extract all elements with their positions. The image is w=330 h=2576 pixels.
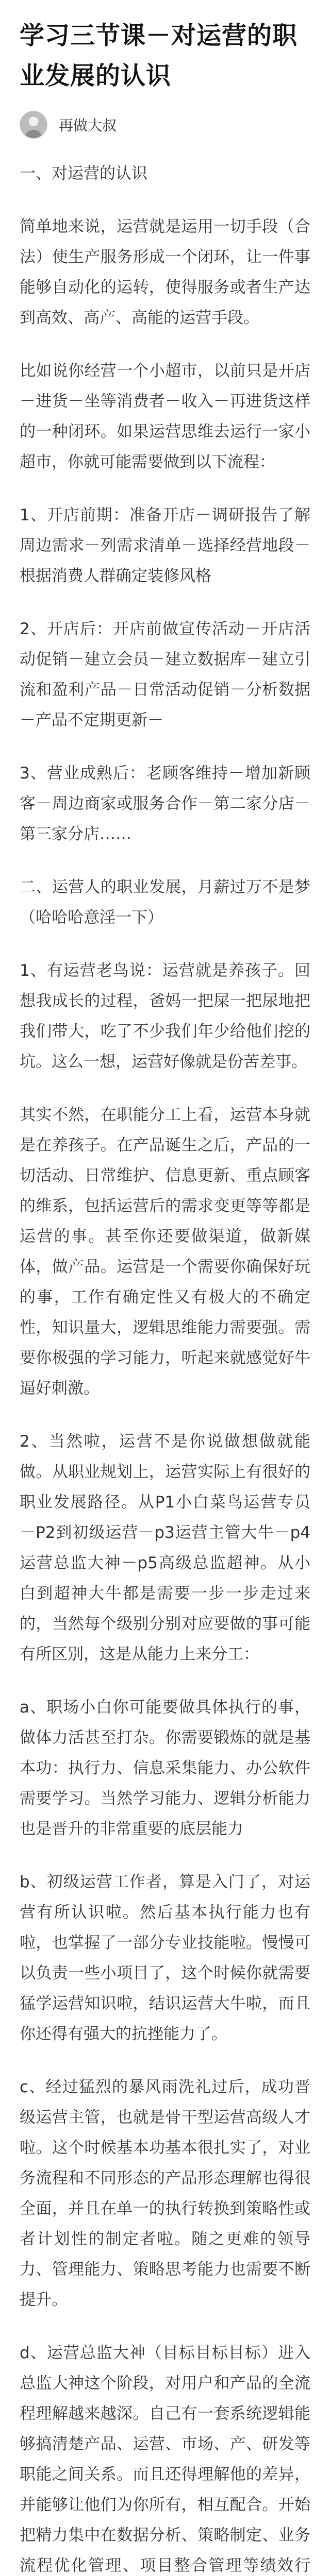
paragraph-career-1: 1、有运营老鸟说：运营就是养孩子。回想我成长的过程，爸妈一把屎一把尿地把我们带大，吃了不少我们年少给他们挖的坑。这么一想，运营好像就是份苦差事。 bbox=[20, 961, 310, 1071]
paragraph-step-3: 3、营业成熟后：老顾客维持－增加新顾客－周边商家或服务合作－第二家分店－第三家分店…… bbox=[20, 764, 310, 843]
paragraph-step-2: 2、开店后：开店前做宣传活动－开店活动促销－建立会员－建立数据库－建立引流和盈利产品－日常活动促销－分析数据－产品不定期更新－ bbox=[20, 620, 310, 730]
section-heading-career: 二、运营人的职业发展，月薪过万不是梦（哈哈哈意淫一下） bbox=[20, 878, 310, 927]
paragraph-step-1: 1、开店前期：准备开店－调研报告了解周边需求－列需求清单－选择经营地段－根据消费人群确定装修风格 bbox=[20, 506, 310, 585]
article-body bbox=[20, 159, 310, 2576]
author-name[interactable]: 再做大叔 bbox=[59, 117, 117, 134]
paragraph-level-d: d、运营总监大神（目标目标目标）进入总监大神这个阶段，对用户和产品的全流程理解越来越深。自己有一套系统逻辑能够搞清楚产品、运营、市场、产、研发等职能之间关系。而且还得理解他的差异，并能够让他们为你所有，相互配合。开始把精力集中在数据分析、策略制定、业务流程优化管理、项目整合管理等绩效行 bbox=[20, 2344, 310, 2575]
paragraph-level-b: b、初级运营工作者，算是入门了，对运营有所认识啦。然后基本执行能力也有啦，也掌握了一部分专业技能啦。慢慢可以负责一些小项目了，这个时候你就需要猛学运营知识啦，结识运营大牛啦，而且你还得有强大的抗挫能力了。 bbox=[20, 1873, 310, 2043]
paragraph-definition: 简单地来说，运营就是运用一切手段（合法）使生产服务形成一个闭环，让一件事能够自动化的运转，使得服务或者生产达到高效、高产、高能的运营手段。 bbox=[20, 217, 310, 327]
paragraph-level-c: c、经过猛烈的暴风雨洗礼过后，成功晋级运营主管，也就是骨干型运营高级人才啦。这个时候基本功基本很扎实了，对业务流程和不同形态的产品形态理解也得很全面，并且在单一的执行转换到策略性或者计划性的制定者啦。随之更难的领导力、管理能力、策略思考能力也需要不断提升。 bbox=[20, 2078, 310, 2309]
paragraph-career-duties: 其实不然，在职能分工上看，运营本身就是在养孩子。在产品诞生之后，产品的一切活动、日常维护、信息更新、重点顾客的维系，包括运营后的需求变更等等都是运营的事。甚至你还要做渠道，做新媒体，做产品。运营是一个需要你确保好玩的事，工作有确定性又有极大的不确定性，知识量大，逻辑思维能力需要强。需要你极强的学习能力，听起来就感觉好牛逼好刺激。 bbox=[20, 1106, 310, 1398]
author-row[interactable] bbox=[20, 109, 310, 140]
paragraph-supermarket-example: 比如说你经营一个小超市，以前只是开店－进货－坐等消费者－收入－再进货这样的一种闭环。如果运营思维去运行一家小超市，你就可能需要做到以下流程： bbox=[20, 362, 310, 471]
article-title: 学习三节课－对运营的职业发展的认识 bbox=[20, 21, 298, 90]
section-heading-operations: 一、对运营的认识 bbox=[20, 164, 147, 183]
paragraph-level-a: a、职场小白你可能要做具体执行的事，做体力活甚至打杂。你需要锻炼的就是基本功：执行力、信息采集能力、办公软件需要学习。当然学习能力、逻辑分析能力也是晋升的非常重要的底层能力 bbox=[20, 1698, 310, 1838]
author-avatar[interactable] bbox=[20, 111, 47, 139]
paragraph-career-2: 2、当然啦，运营不是你说做想做就能做。从职业规划上，运营实际上有很好的职业发展路径。从P1小白菜鸟运营专员－P2到初级运营－p3运营主管大牛－p4运营总监大神－p5高级总监超神。从小白到超神大牛都是需要一步一步走过来的，当然每个级别分别对应要做的事可能有所区别，这是从能力上来分工： bbox=[20, 1432, 310, 1664]
